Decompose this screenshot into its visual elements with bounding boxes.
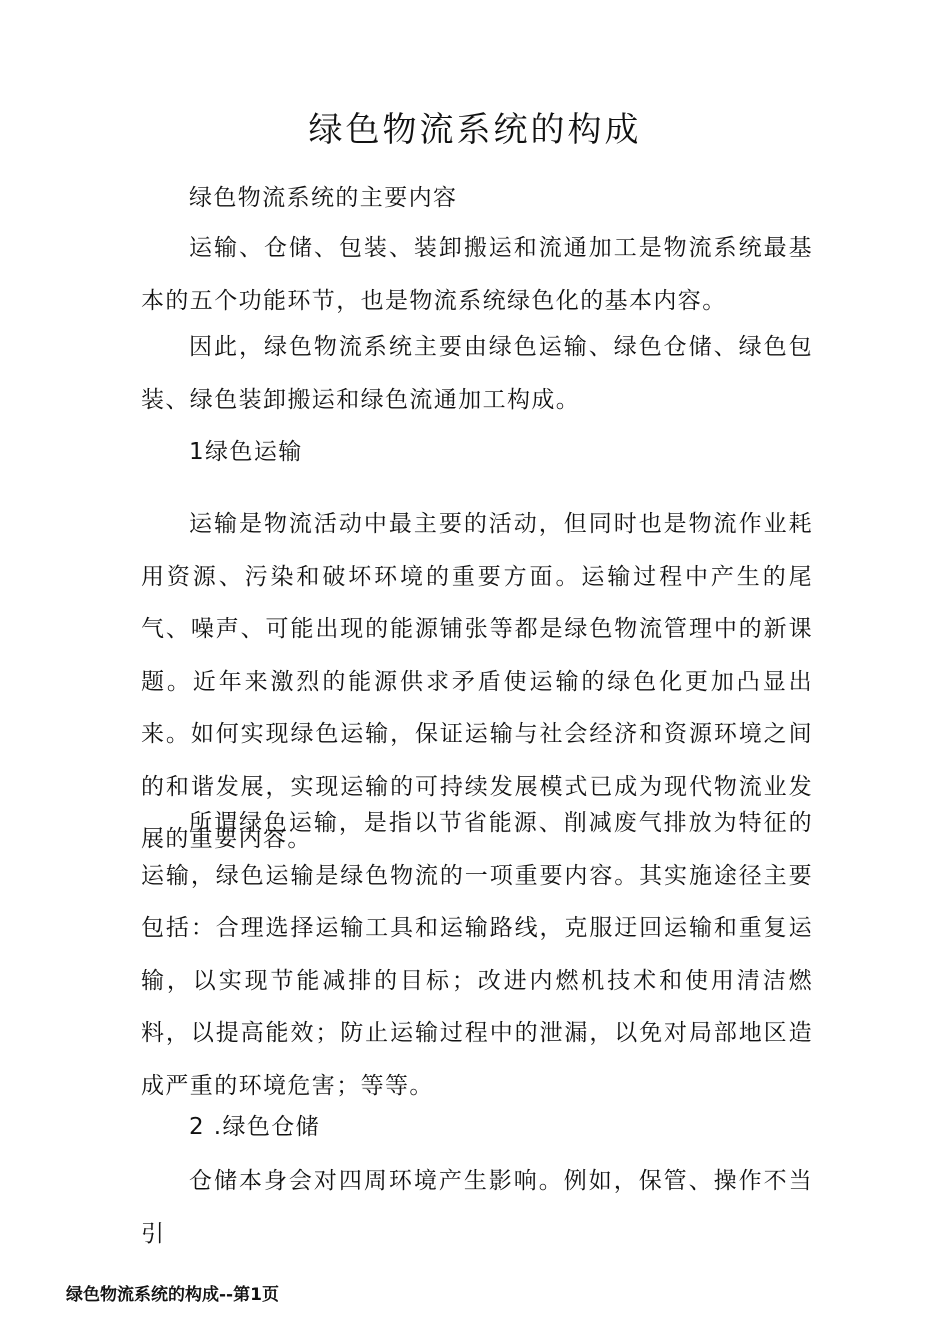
section-1-paragraph-1: 运输是物流活动中最主要的活动，但同时也是物流作业耗用资源、污染和破坏环境的重要方面。运输过程中产生的尾气、噪声、可能出现的能源铺张等都是绿色物流管理中的新课题。近年来激烈的能源供求矛盾使运输的绿色化更加凸显出来。如何实现绿色运输，保证运输与社会经济和资源环境之间的和谐发展，实现运输的可持续发展模式已成为现代物流业发展的重要内容。 <box>141 511 813 852</box>
section-1-paragraph-2: 所谓绿色运输，是指以节省能源、削减废气排放为特征的运输，绿色运输是绿色物流的一项重要内容。其实施途径主要包括：合理选择运输工具和运输路线，克服迂回运输和重复运输，以实现节能减排的目标；改进内燃机技术和使用清洁燃料，以提高能效；防止运输过程中的泄漏，以免对局部地区造成严重的环境危害；等等。 <box>141 810 813 1099</box>
document-title: 绿色物流系统的构成 <box>308 110 642 150</box>
section-1-heading: 1绿色运输 <box>189 439 303 465</box>
section-2-paragraph-1: 仓储本身会对四周环境产生影响。例如，保管、操作不当引 <box>141 1168 813 1247</box>
section-2-heading: 2 .绿色仓储 <box>189 1114 321 1140</box>
paragraph-intro-1: 运输、仓储、包装、装卸搬运和流通加工是物流系统最基本的五个功能环节，也是物流系统绿色化的基本内容。 <box>141 235 813 314</box>
paragraph-intro-2: 因此，绿色物流系统主要由绿色运输、绿色仓储、绿色包装、绿色装卸搬运和绿色流通加工构成。 <box>141 334 813 413</box>
section-intro-heading: 绿色物流系统的主要内容 <box>189 185 458 211</box>
page-footer: 绿色物流系统的构成--第1页 <box>66 1285 279 1305</box>
